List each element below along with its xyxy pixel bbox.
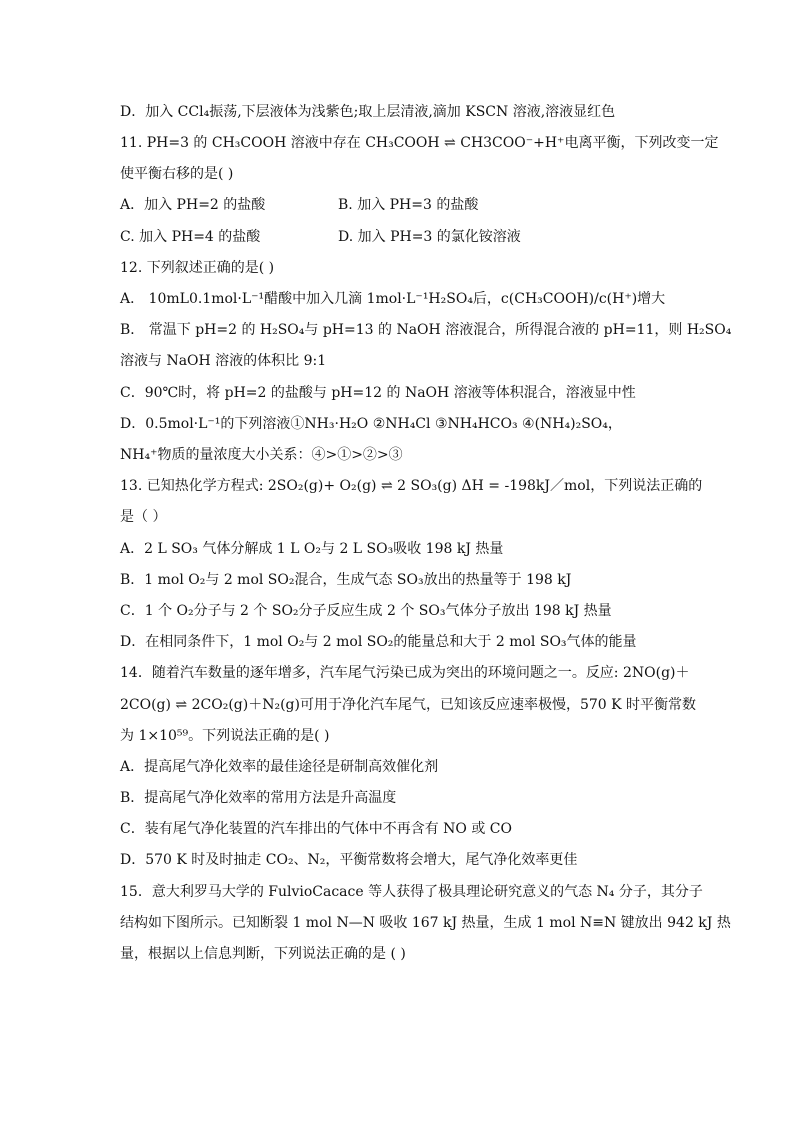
q14-stem-line2: 2CO(g) ⇌ 2CO₂(g)＋N₂(g)可用于净化汽车尾气，已知该反应速率极慢，570 K 时平衡常数 — [120, 697, 697, 713]
q13-stem-line2: 是（ ） — [120, 509, 167, 525]
q13-stem-line1: 13. 已知热化学方程式: 2SO₂(g)+ O₂(g) ⇌ 2 SO₃(g) ΔH = -198kJ／mol，下列说法正确的 — [120, 478, 703, 494]
q13-option-a: A．2 L SO₃ 气体分解成 1 L O₂与 2 L SO₃吸收 198 kJ 热量 — [120, 541, 504, 557]
q13-option-d: D．在相同条件下，1 mol O₂与 2 mol SO₂的能量总和大于 2 mol SO₃气体的能量 — [120, 634, 637, 650]
q12-option-b-line1: B． 常温下 pH=2 的 H₂SO₄与 pH=13 的 NaOH 溶液混合，所得混合液的 pH=11，则 H₂SO₄ — [120, 322, 732, 338]
q11-stem-line2: 使平衡右移的是( ) — [120, 166, 234, 182]
q12-option-a: A． 10mL0.1mol·L⁻¹醋酸中加入几滴 1mol·L⁻¹H₂SO₄后，c(CH₃COOH)/c(H⁺)增大 — [120, 291, 666, 307]
q15-stem-line3: 量，根据以上信息判断，下列说法正确的是 ( ) — [120, 946, 406, 962]
q10-option-d: D．加入 CCl₄振荡,下层液体为浅紫色;取上层清液,滴加 KSCN 溶液,溶液显红色 — [120, 104, 616, 120]
q13-option-c: C．1 个 O₂分子与 2 个 SO₂分子反应生成 2 个 SO₃气体分子放出 198 kJ 热量 — [120, 603, 612, 619]
q11-option-d: D. 加入 PH=3 的氯化铵溶液 — [338, 229, 521, 245]
q11-option-a: A．加入 PH=2 的盐酸 — [120, 197, 266, 213]
q12-option-c: C．90℃时，将 pH=2 的盐酸与 pH=12 的 NaOH 溶液等体积混合，溶液显中性 — [120, 385, 636, 401]
q11-stem-line1: 11. PH=3 的 CH₃COOH 溶液中存在 CH₃COOH ⇌ CH3COO⁻+H⁺电离平衡，下列改变一定 — [120, 135, 719, 151]
q14-option-c: C．装有尾气净化装置的汽车排出的气体中不再含有 NO 或 CO — [120, 821, 512, 837]
q12-option-b-line2: 溶液与 NaOH 溶液的体积比 9:1 — [120, 353, 327, 369]
q14-option-b: B．提高尾气净化效率的常用方法是升高温度 — [120, 790, 397, 806]
q14-option-a: A．提高尾气净化效率的最佳途径是研制高效催化剂 — [120, 759, 439, 775]
q11-option-b: B. 加入 PH=3 的盐酸 — [338, 197, 479, 213]
q13-option-b: B．1 mol O₂与 2 mol SO₂混合，生成气态 SO₃放出的热量等于 198 kJ — [120, 572, 572, 588]
q14-option-d: D．570 K 时及时抽走 CO₂、N₂，平衡常数将会增大，尾气净化效率更佳 — [120, 852, 578, 868]
q15-stem-line1: 15．意大利罗马大学的 FulvioCacace 等人获得了极具理论研究意义的气态 N₄ 分子，其分子 — [120, 884, 703, 900]
q12-option-d-line1: D．0.5mol·L⁻¹的下列溶液①NH₃·H₂O ②NH₄Cl ③NH₄HCO₃ ④(NH₄)₂SO₄， — [120, 416, 622, 432]
q12-stem: 12. 下列叙述正确的是( ) — [120, 260, 275, 276]
q11-option-c: C. 加入 PH=4 的盐酸 — [120, 229, 261, 245]
q11-options-row2 — [120, 227, 680, 247]
q14-stem-line1: 14．随着汽车数量的逐年增多，汽车尾气污染已成为突出的环境问题之一。反应: 2NO(g)＋ — [120, 665, 690, 681]
q11-options-row1 — [120, 195, 680, 215]
q12-option-d-line2: NH₄⁺物质的量浓度大小关系：④>①>②>③ — [120, 447, 403, 463]
q14-stem-line3: 为 1×10⁵⁹。下列说法正确的是( ) — [120, 728, 330, 744]
q15-stem-line2: 结构如下图所示。已知断裂 1 mol N—N 吸收 167 kJ 热量，生成 1 mol N≡N 键放出 942 kJ 热 — [120, 915, 731, 931]
